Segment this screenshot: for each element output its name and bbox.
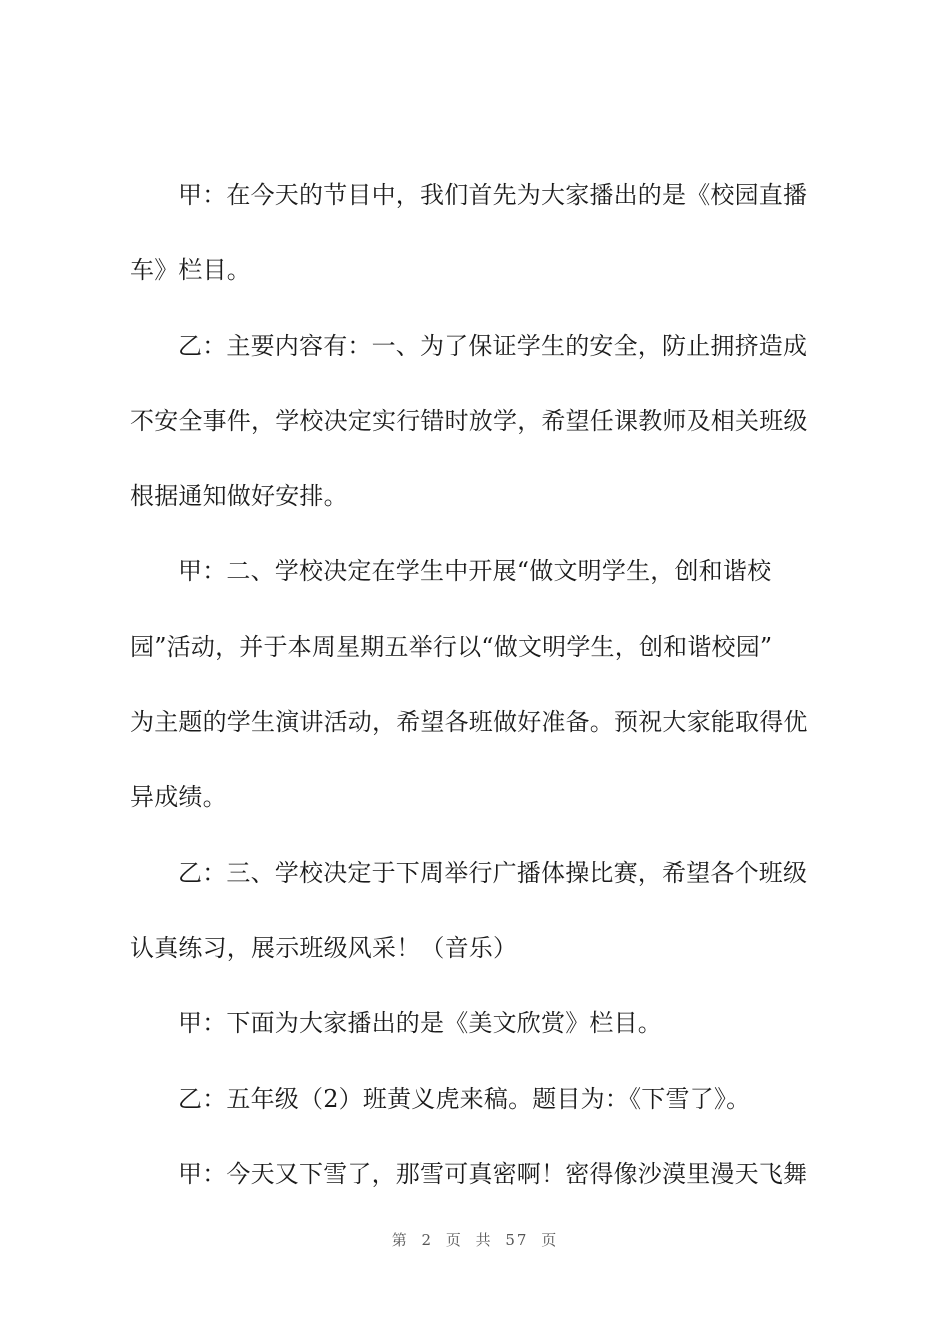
text-line: 异成绩。 xyxy=(130,783,227,812)
text-line: 根据通知做好安排。 xyxy=(130,482,348,511)
text-line: 甲：二、学校决定在学生中开展“做文明学生，创和谐校 xyxy=(178,557,772,586)
document-body xyxy=(130,170,842,1224)
text-line: 乙：五年级（2）班黄义虎来稿。题目为：《下雪了》。 xyxy=(178,1084,751,1113)
text-line: 园”活动，并于本周星期五举行以“做文明学生，创和谐校园” xyxy=(130,632,773,661)
text-line: 甲：今天又下雪了，那雪可真密啊！密得像沙漠里漫天飞舞 xyxy=(178,1159,808,1188)
text-line: 甲：下面为大家播出的是《美文欣赏》栏目。 xyxy=(178,1009,662,1038)
page-number-footer: 第 2 页 共 57 页 xyxy=(391,1231,559,1249)
text-line: 认真练习，展示班级风采！（音乐） xyxy=(130,933,518,962)
text-line: 甲：在今天的节目中，我们首先为大家播出的是《校园直播 xyxy=(178,181,808,209)
text-line: 车》栏目。 xyxy=(130,256,251,285)
text-line: 不安全事件，学校决定实行错时放学，希望任课教师及相关班级 xyxy=(130,406,808,435)
text-line: 乙：三、学校决定于下周举行广播体操比赛，希望各个班级 xyxy=(178,858,808,887)
text-line: 乙：主要内容有：一、为了保证学生的安全，防止拥挤造成 xyxy=(178,331,808,360)
text-line: 为主题的学生演讲活动，希望各班做好准备。预祝大家能取得优 xyxy=(130,708,808,737)
